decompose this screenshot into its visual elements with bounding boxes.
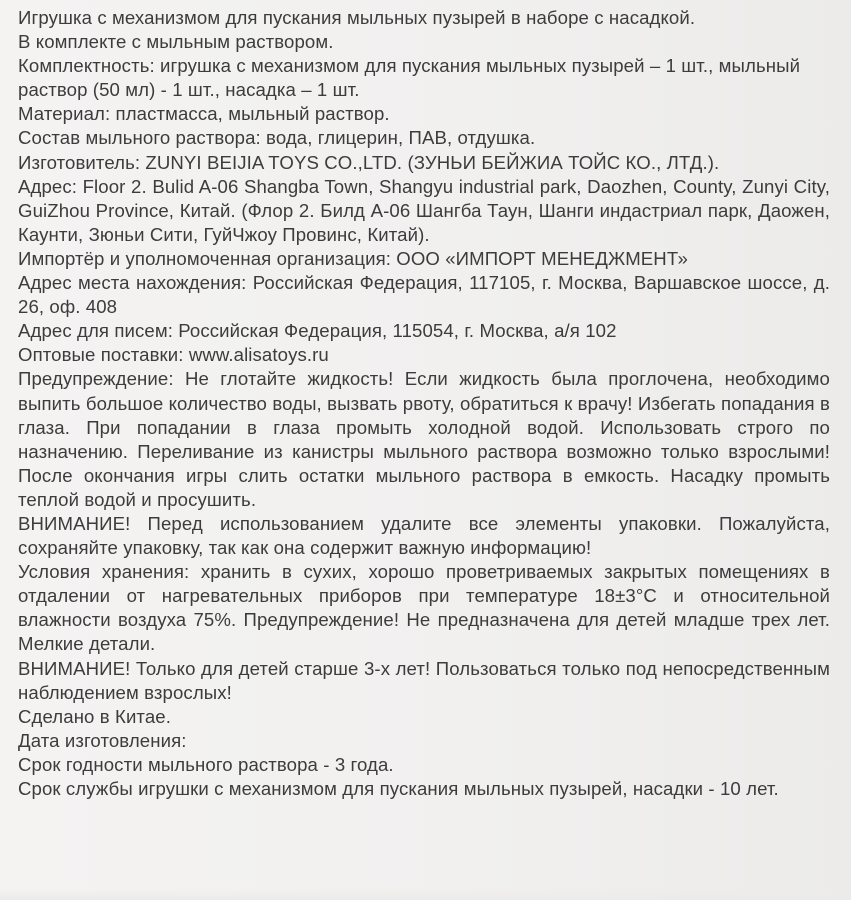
manufacturer-address: Адрес: Floor 2. Bulid A-06 Shangba Town, Shangyu industrial park, Daozhen, County, Zunyi City, GuiZhou Province, Китай. (Флор 2. Билд А-06 Шангба Таун, Шанги индастриал парк, Даожен, Каунти, Зюньи Сити, ГуйЧжоу Провинс, Китай). [18,175,830,245]
kit-note: В комплекте с мыльным раствором. [18,31,334,53]
mail-address: Адрес для писем: Российская Федерация, 115054, г. Москва, а/я 102 [18,320,617,342]
shelf-life: Срок годности мыльного раствора - 3 года. [18,753,394,775]
wholesale: Оптовые поставки: www.alisatoys.ru [18,344,329,366]
service-life: Срок службы игрушки с механизмом для пускания мыльных пузырей, насадки - 10 лет. [18,778,779,799]
attention-age: ВНИМАНИЕ! Только для детей старше 3-х лет! Пользоваться только под непосредственным наблюдением взрослых! [18,657,830,703]
solution-composition: Состав мыльного раствора: вода, глицерин, ПАВ, отдушка. [18,127,536,149]
importer-address: Адрес места нахождения: Российская Федерация, 117105, г. Москва, Варшавское шоссе, д. 26, оф. 408 [18,272,830,318]
product-title: Игрушка с механизмом для пускания мыльных пузырей в наборе с насадкой. [18,7,696,28]
storage-conditions: Условия хранения: хранить в сухих, хорошо проветриваемых закрытых помещениях в отдалении от нагревательных приборов при температуре 18±3°С и относительной влажности воздуха 75%. Предупреждение! Не предназначена для детей младше трех лет. Мелкие детали. [18,561,830,655]
kit-contents: Комплектность: игрушка с механизмом для пускания мыльных пузырей – 1 шт., мыльный раствор (50 мл) - 1 шт., насадка – 1 шт. [18,55,801,101]
product-label-text [18,6,830,801]
bottom-edge-shade [0,888,851,900]
material: Материал: пластмасса, мыльный раствор. [18,103,390,125]
manufacturer: Изготовитель: ZUNYI BEIJIA TOYS CO.,LTD. (ЗУНЬИ БЕЙЖИА ТОЙС КО., ЛТД.). [18,151,720,173]
manufacture-date: Дата изготовления: [18,729,187,751]
attention-packaging: ВНИМАНИЕ! Перед использованием удалите все элементы упаковки. Пожалуйста, сохраняйте упаковку, так как она содержит важную информацию! [18,512,830,559]
warning: Предупреждение: Не глотайте жидкость! Если жидкость была проглочена, необходимо выпить большое количество воды, вызвать рвоту, обратиться к врачу! Избегать попадания в глаза. При попадании в глаза промыть холодной водой. Использовать строго по назначению. Переливание из канистры мыльного раствора возможно только взрослыми! После окончания игры слить остатки мыльного раствора в емкость. Насадку промыть теплой водой и просушить. [18,368,830,510]
importer: Импортёр и уполномоченная организация: ООО «ИМПОРТ МЕНЕДЖМЕНТ» [18,247,688,269]
made-in: Сделано в Китае. [18,705,171,727]
